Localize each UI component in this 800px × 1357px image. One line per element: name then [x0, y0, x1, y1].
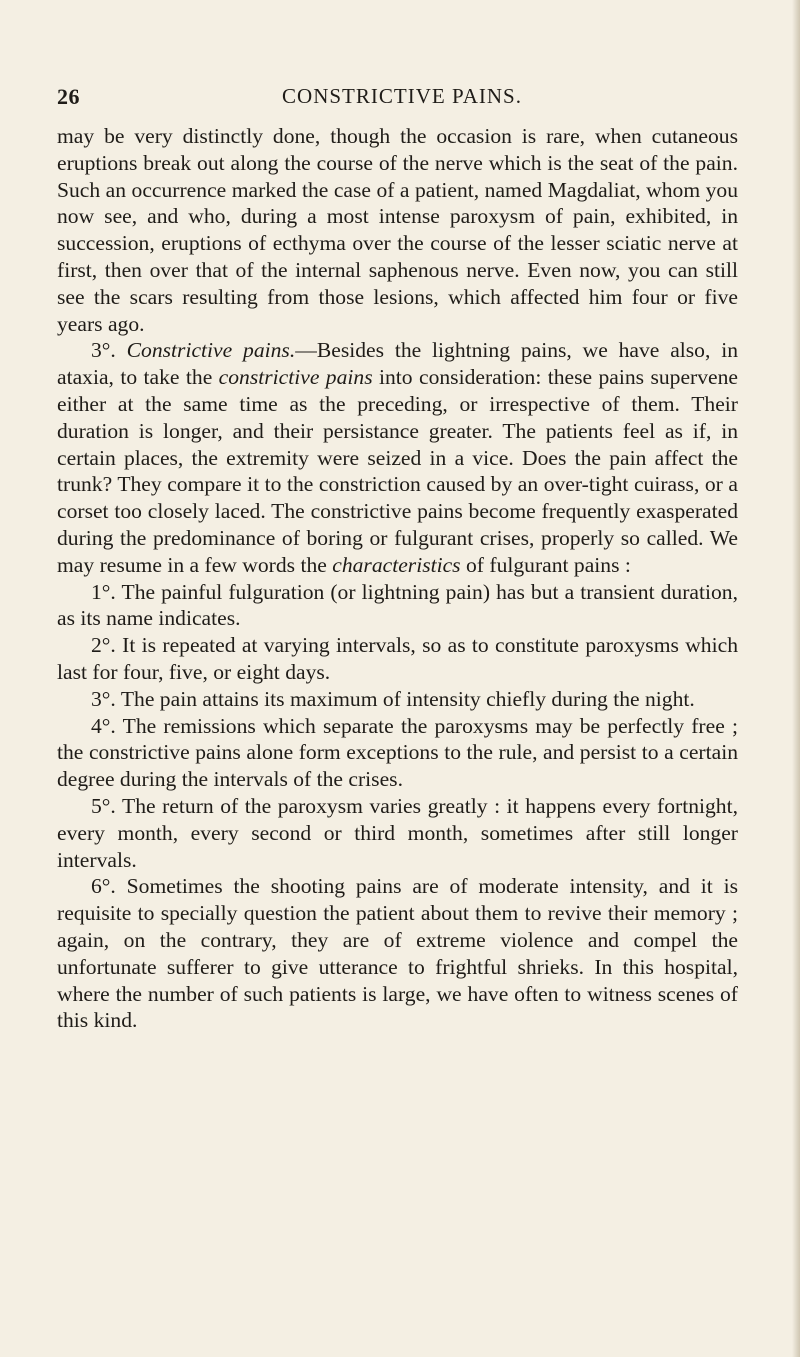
text-run: —Besides the lightning pains, we have also, in ataxia, to take the [57, 338, 738, 390]
paragraph-continuation: may be very distinctly done, though the occasion is rare, when cutaneous eruptions break out along the course of the nerve which is the seat of the pain. Such an occurrence marked the case of a patient, named Magdaliat, whom you now see, and who, during a most intense paroxysm of pain, exhibited, in succession, eruptions of ecthyma over the course of the lesser sciatic nerve at first, then over that of the internal saphenous nerve. Even now, you can still see the scars resulting from those lesions, which affected him four or five years ago. [57, 124, 738, 336]
emphasis-constrictive-pains: constrictive pains [218, 365, 373, 390]
body-text [57, 123, 738, 1034]
list-item-1: 1°. The painful fulguration (or lightning pain) has but a transient duration, as its name indicates. [57, 579, 738, 631]
paragraph-constrictive-pains [57, 337, 738, 578]
running-title: CONSTRICTIVE PAINS. [282, 84, 522, 108]
text-run: into consideration: these pains supervene either at the same time as the preceding, or irrespective of them. Their duration is longer, and their persistance greater. The patients feel as if, in certain places, the extremity were seized in a vice. Does the pain affect the trunk? They compare it to the constriction caused by an over-tight cuirass, or a corset too closely laced. The constrictive pains become frequently exasperated during the predominance of boring or fulgurant crises, properly so called. We may resume in a few words the [57, 365, 738, 577]
list-item-5: 5°. The return of the paroxysm varies greatly : it happens every fortnight, every month, every second or third month, sometimes after still longer intervals. [57, 793, 738, 872]
text-run: of fulgurant pains : [460, 552, 631, 577]
section-heading-italic: Constrictive pains. [126, 338, 296, 363]
page-number: 26 [57, 84, 80, 109]
list-item-2: 2°. It is repeated at varying intervals, so as to constitute paroxysms which last for four, five, or eight days. [57, 633, 738, 684]
list-item-3: 3°. The pain attains its maximum of intensity chiefly during the night. [91, 686, 695, 711]
emphasis-characteristics: characteristics [332, 552, 461, 577]
list-item-4: 4°. The remissions which separate the paroxysms may be perfectly free ; the constrictive pains alone form exceptions to the rule, and persist to a certain degree during the intervals of the crises. [57, 713, 738, 792]
running-head [57, 84, 747, 112]
text-run: 3°. [91, 338, 127, 363]
list-item-6: 6°. Sometimes the shooting pains are of moderate intensity, and it is requisite to specially question the patient about them to revive their memory ; again, on the contrary, they are of extreme violence and compel the unfortunate sufferer to give utterance to frightful shrieks. In this hospital, where the number of such patients is large, we have often to witness scenes of this kind. [57, 874, 738, 1033]
page-edge-shadow [792, 0, 800, 1357]
